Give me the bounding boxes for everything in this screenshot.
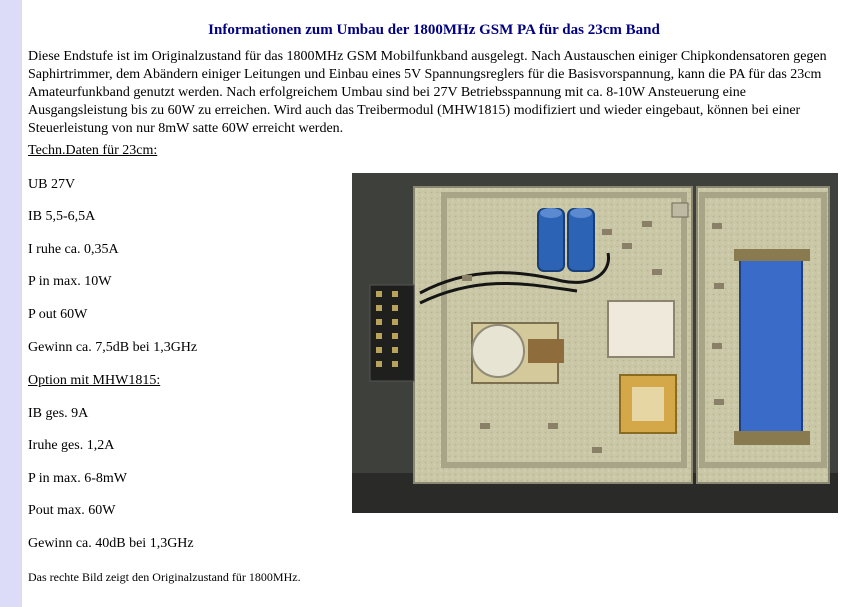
tech-spec-pin: P in max. 10W <box>28 274 112 289</box>
option-spec-pin: P in max. 6-8mW <box>28 471 128 486</box>
option-spec-ib: IB ges. 9A <box>28 406 89 421</box>
tech-spec-iruhe: I ruhe ca. 0,35A <box>28 242 119 257</box>
left-margin-bar <box>0 0 22 607</box>
tech-heading: Techn.Daten für 23cm: <box>28 143 158 158</box>
tech-spec-pout: P out 60W <box>28 307 88 322</box>
page-title: Informationen zum Umbau der 1800MHz GSM PA für das 23cm Band <box>208 22 660 38</box>
option-spec-iruhe: Iruhe ges. 1,2A <box>28 438 115 453</box>
intro-paragraph: Diese Endstufe ist im Originalzustand für das 1800MHz GSM Mobilfunkband ausgelegt. Nach Austauschen einiger Chipkondensatoren gegen Saphirtrimmer, dem Abändern einiger Leitungen und Einbau eines 5V Spannungsreglers für die Basisvorspannung, kann die PA für das 23cm Amateurfunkband genutzt werden. Nach erfolgreichem Umbau sind bei 27V Betriebsspannung mit ca. 8-10W Ansteuerung eine Ausgangsleistung bis zu 60W zu erreichen. Wird auch das Treibermodul (MHW1815) modifiziert und wieder eingebaut, können bei einer Steuerleistung von nur 8mW satte 60W erreicht werden. <box>28 49 827 136</box>
amplifier-board-photo <box>352 173 838 513</box>
option-spec-pout: Pout max. 60W <box>28 503 116 518</box>
tech-spec-gain: Gewinn ca. 7,5dB bei 1,3GHz <box>28 340 198 355</box>
tech-spec-ib: IB 5,5-6,5A <box>28 209 96 224</box>
photo-caption: Das rechte Bild zeigt den Originalzustand für 1800MHz. <box>28 570 301 584</box>
option-spec-gain: Gewinn ca. 40dB bei 1,3GHz <box>28 536 194 551</box>
option-heading: Option mit MHW1815: <box>28 373 161 388</box>
tech-spec-ub: UB 27V <box>28 177 76 192</box>
